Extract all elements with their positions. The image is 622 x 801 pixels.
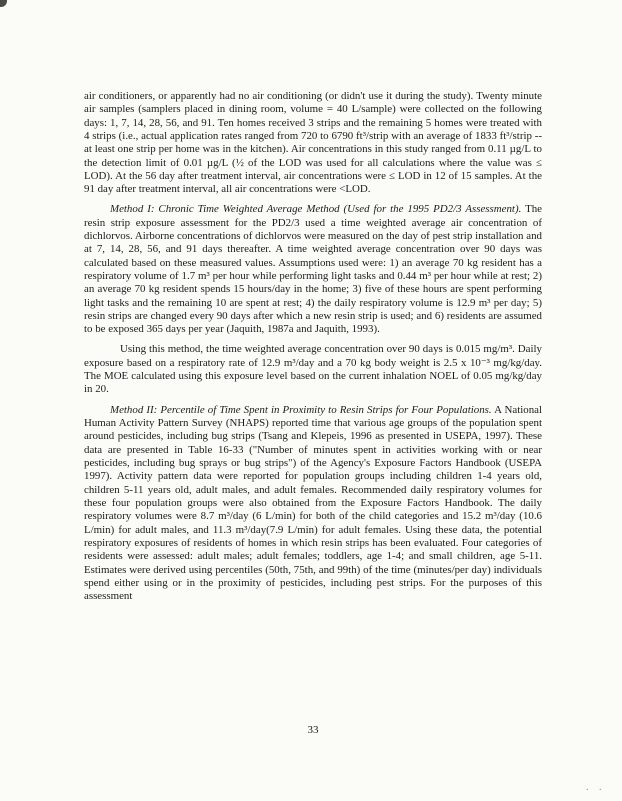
method-i-heading: Method I: Chronic Time Weighted Average Method (Used for the 1995 PD2/3 Assessment). <box>110 203 522 216</box>
method-ii-heading: Method II: Percentile of Time Spent in Proximity to Resin Strips for Four Populations. <box>110 403 492 416</box>
scan-artifact-dots: . . <box>586 782 606 793</box>
paragraph-method-ii <box>84 404 542 604</box>
method-ii-body-text: A National Human Activity Pattern Survey (NHAPS) reported time that various age groups of the population spent around pesticides, including bug strips (Tsang and Klepeis, 1996 as presented in USEPA, 1997). These data are presented in Table 16-33 ("Number of minutes spent in activities working with or near pesticides, including bug sprays or bug strips") of the Agency's Exposure Factors Handbook (USEPA 1997). Activity pattern data were reported for population groups including children 1-4 years old, children 5-11 years old, adult males, and adult females. Recommended daily respiratory volumes for these four population groups were also obtained from the Exposure Factors Handbook. The daily respiratory volumes were 8.7 m³/day (6 L/min) for both of the child categories and 15.2 m³/day (10.6 L/min) for adult males, and 11.3 m³/day(7.9 L/min) for adult females. Using these data, the potential respiratory exposures of residents of homes in which resin strips has been evaluated. Four categories of residents were assessed: adult males; adult females; toddlers, age 1-4; and small children, age 5-11. Estimates were derived using percentiles (50th, 75th, and 99th) of the time (minutes/per day) individuals spend either using or in the proximity of pesticides, including pest strips. For the purposes of this assessment <box>84 403 543 603</box>
method-i-body-text: The resin strip exposure assessment for the PD2/3 used a time weighted average air concentration of dichlorvos. Airborne concentrations of dichlorvos were measured on the day of pest strip installation and at 7, 14, 28, 56, and 91 days thereafter. A time weighted average concentration over 90 days was calculated based on these measured values. Assumptions used were: 1) an average 70 kg resident has a respiratory volume of 1.7 m³ per hour while performing light tasks and 0.44 m³ per hour while at rest; 2) an average 70 kg resident spends 15 hours/day in the home; 3) five of these hours are spent performing light tasks and the remaining 10 are spent at rest; 4) the daily respiratory volume is 12.9 m³ per day; 5) resin strips are changed every 90 days after which a new resin strip is used; and 6) residents are assumed to be exposed 365 days per year (Jaquith, 1987a and Jaquith, 1993). <box>84 203 542 336</box>
page-body-text <box>84 90 542 610</box>
page-number: 33 <box>307 724 319 736</box>
paragraph-method-i <box>84 203 542 336</box>
paragraph-air-conditioners: air conditioners, or apparently had no air conditioning (or didn't use it during the study). Twenty minute air samples (samplers placed in dining room, volume = 40 L/sample) were collected on the following days: 1, 7, 14, 28, 56, and 91. Ten homes received 3 strips and the remaining 5 homes were treated with 4 strips (i.e., actual application rates ranged from 720 to 6790 ft³/strip with an average of 1833 ft³/strip -- at least one strip per home was in the kitchen). Air concentrations in this study ranged from 0.11 µg/L to the detection limit of 0.01 µg/L (½ of the LOD was used for all calculations where the value was ≤ LOD). At the 56 day after treatment interval, air concentrations were ≤ LOD in 12 of 15 samples. At the 91 day after treatment interval, all air concentrations were <LOD. <box>84 90 542 196</box>
scan-corner-artifact <box>0 0 7 7</box>
paragraph-twa-result: Using this method, the time weighted average concentration over 90 days is 0.015 mg/m³. Daily exposure based on a respiratory rate of 12.9 m³/day and a 70 kg body weight is 2.5 x 10⁻³ mg/kg/day. The MOE calculated using this exposure level based on the current inhalation NOEL of 0.05 mg/kg/day in 20. <box>84 343 542 396</box>
